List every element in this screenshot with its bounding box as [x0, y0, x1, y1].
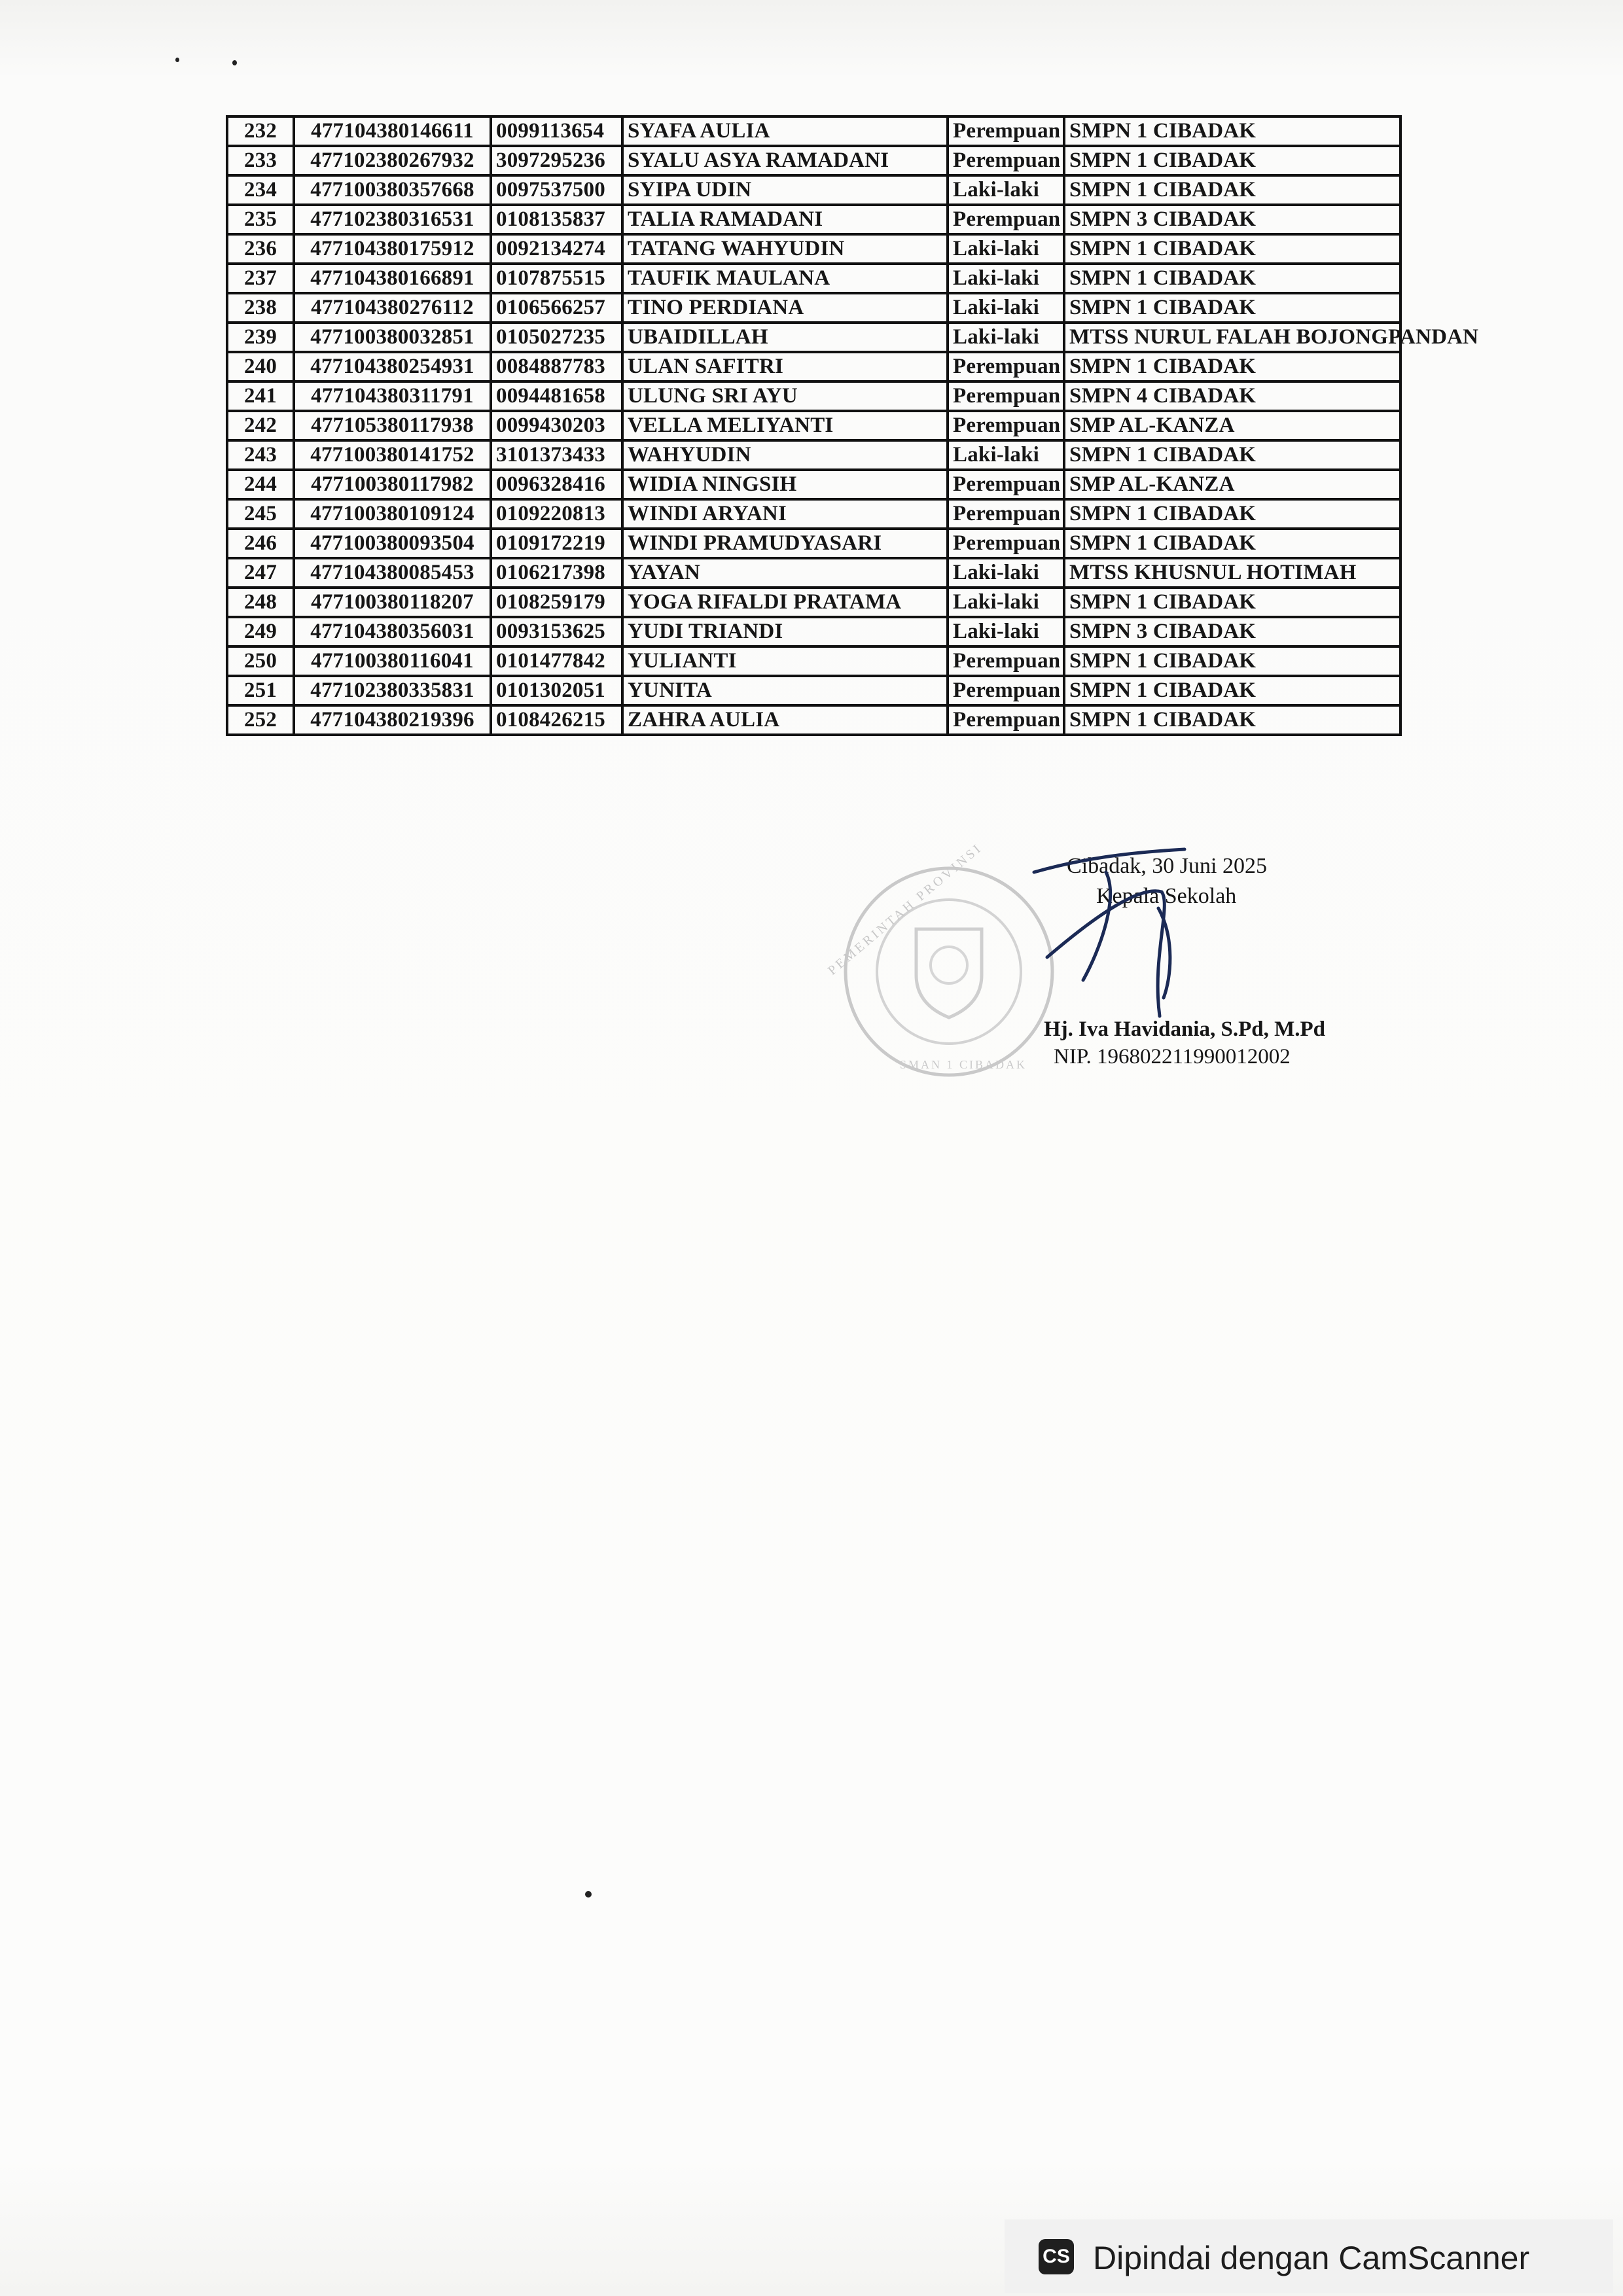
nis-cell: 477100380032851	[294, 323, 491, 352]
nisn-cell: 0097537500	[491, 175, 622, 205]
nis-cell: 477104380085453	[294, 558, 491, 588]
table-row	[227, 205, 1400, 234]
row-number: 234	[227, 175, 294, 205]
nis-cell: 477104380219396	[294, 705, 491, 735]
row-number: 232	[227, 116, 294, 146]
svg-text:SMAN 1 CIBADAK: SMAN 1 CIBADAK	[900, 1058, 1027, 1071]
nis-cell: 477100380109124	[294, 499, 491, 529]
row-number: 240	[227, 352, 294, 381]
row-number: 235	[227, 205, 294, 234]
scan-speck	[585, 1891, 592, 1898]
nis-cell: 477104380276112	[294, 293, 491, 323]
nisn-cell: 0093153625	[491, 617, 622, 646]
table-row	[227, 323, 1400, 352]
origin-school-cell: SMP AL-KANZA	[1064, 411, 1400, 440]
student-list-table	[226, 115, 1479, 736]
camscanner-text: Dipindai dengan CamScanner	[1093, 2240, 1530, 2276]
table-row	[227, 499, 1400, 529]
row-number: 252	[227, 705, 294, 735]
student-name-cell: YAYAN	[622, 558, 948, 588]
nisn-cell: 0109220813	[491, 499, 622, 529]
nisn-cell: 3101373433	[491, 440, 622, 470]
nisn-cell: 0107875515	[491, 264, 622, 293]
row-number: 250	[227, 646, 294, 676]
origin-school-cell: SMPN 1 CIBADAK	[1064, 352, 1400, 381]
origin-school-cell: SMPN 1 CIBADAK	[1064, 116, 1400, 146]
gender-cell: Perempuan	[948, 529, 1064, 558]
student-name-cell: SYALU ASYA RAMADANI	[622, 146, 948, 175]
nis-cell: 477102380267932	[294, 146, 491, 175]
student-name-cell: TINO PERDIANA	[622, 293, 948, 323]
student-name-cell: ULAN SAFITRI	[622, 352, 948, 381]
nisn-cell: 0108426215	[491, 705, 622, 735]
row-number: 251	[227, 676, 294, 705]
gender-cell: Perempuan	[948, 116, 1064, 146]
row-number: 238	[227, 293, 294, 323]
nisn-cell: 0106217398	[491, 558, 622, 588]
gender-cell: Perempuan	[948, 352, 1064, 381]
nis-cell: 477104380254931	[294, 352, 491, 381]
student-name-cell: TALIA RAMADANI	[622, 205, 948, 234]
row-number: 237	[227, 264, 294, 293]
nisn-cell: 0101302051	[491, 676, 622, 705]
student-name-cell: WAHYUDIN	[622, 440, 948, 470]
gender-cell: Perempuan	[948, 499, 1064, 529]
table-row	[227, 352, 1400, 381]
origin-school-cell: SMPN 1 CIBADAK	[1064, 499, 1400, 529]
origin-school-cell: SMPN 1 CIBADAK	[1064, 440, 1400, 470]
origin-school-cell: SMPN 1 CIBADAK	[1064, 646, 1400, 676]
nisn-cell: 3097295236	[491, 146, 622, 175]
signature-role: Kepala Sekolah	[1096, 884, 1237, 908]
row-number: 239	[227, 323, 294, 352]
table-row	[227, 588, 1400, 617]
table-row	[227, 676, 1400, 705]
principal-nip: NIP. 196802211990012002	[1054, 1045, 1291, 1069]
signature-block	[825, 840, 1427, 1129]
nis-cell: 477105380117938	[294, 411, 491, 440]
gender-cell: Laki-laki	[948, 558, 1064, 588]
origin-school-cell: SMPN 1 CIBADAK	[1064, 175, 1400, 205]
origin-school-cell: MTSS KHUSNUL HOTIMAH	[1064, 558, 1400, 588]
row-number: 236	[227, 234, 294, 264]
table-row	[227, 617, 1400, 646]
table-row	[227, 440, 1400, 470]
origin-school-cell: SMPN 1 CIBADAK	[1064, 293, 1400, 323]
nis-cell: 477104380356031	[294, 617, 491, 646]
scan-speck	[232, 60, 237, 65]
gender-cell: Perempuan	[948, 411, 1064, 440]
gender-cell: Perempuan	[948, 646, 1064, 676]
table-row	[227, 529, 1400, 558]
table-row	[227, 234, 1400, 264]
nis-cell: 477104380311791	[294, 381, 491, 411]
nis-cell: 477104380166891	[294, 264, 491, 293]
row-number: 248	[227, 588, 294, 617]
nis-cell: 477100380118207	[294, 588, 491, 617]
table-row	[227, 116, 1400, 146]
nisn-cell: 0109172219	[491, 529, 622, 558]
origin-school-cell: SMPN 1 CIBADAK	[1064, 234, 1400, 264]
origin-school-cell: SMPN 1 CIBADAK	[1064, 705, 1400, 735]
svg-text:PEMERINTAH PROVINSI: PEMERINTAH PROVINSI	[825, 840, 986, 978]
gender-cell: Perempuan	[948, 470, 1064, 499]
camscanner-watermark	[1005, 2219, 1613, 2293]
row-number: 242	[227, 411, 294, 440]
nisn-cell: 0108135837	[491, 205, 622, 234]
origin-school-cell: SMPN 1 CIBADAK	[1064, 264, 1400, 293]
nisn-cell: 0106566257	[491, 293, 622, 323]
gender-cell: Perempuan	[948, 676, 1064, 705]
nisn-cell: 0101477842	[491, 646, 622, 676]
table-row	[227, 705, 1400, 735]
gender-cell: Laki-laki	[948, 323, 1064, 352]
nis-cell: 477102380335831	[294, 676, 491, 705]
principal-name: Hj. Iva Havidania, S.Pd, M.Pd	[1044, 1017, 1325, 1041]
nisn-cell: 0084887783	[491, 352, 622, 381]
gender-cell: Laki-laki	[948, 264, 1064, 293]
nisn-cell: 0092134274	[491, 234, 622, 264]
student-name-cell: SYIPA UDIN	[622, 175, 948, 205]
origin-school-cell: SMP AL-KANZA	[1064, 470, 1400, 499]
table-row	[227, 558, 1400, 588]
origin-school-cell: SMPN 1 CIBADAK	[1064, 529, 1400, 558]
student-name-cell: UBAIDILLAH	[622, 323, 948, 352]
table-row	[227, 293, 1400, 323]
table-row	[227, 470, 1400, 499]
student-name-cell: YOGA RIFALDI PRATAMA	[622, 588, 948, 617]
nis-cell: 477100380093504	[294, 529, 491, 558]
gender-cell: Laki-laki	[948, 588, 1064, 617]
student-name-cell: YUDI TRIANDI	[622, 617, 948, 646]
nisn-cell: 0096328416	[491, 470, 622, 499]
student-rows	[227, 116, 1479, 735]
student-name-cell: YULIANTI	[622, 646, 948, 676]
nisn-cell: 0105027235	[491, 323, 622, 352]
table-row	[227, 411, 1400, 440]
student-name-cell: WINDI PRAMUDYASARI	[622, 529, 948, 558]
row-number: 243	[227, 440, 294, 470]
gender-cell: Perempuan	[948, 146, 1064, 175]
gender-cell: Laki-laki	[948, 617, 1064, 646]
nis-cell: 477102380316531	[294, 205, 491, 234]
nisn-cell: 0094481658	[491, 381, 622, 411]
scan-speck	[175, 58, 179, 62]
nisn-cell: 0108259179	[491, 588, 622, 617]
nis-cell: 477100380117982	[294, 470, 491, 499]
row-number: 244	[227, 470, 294, 499]
origin-school-cell: SMPN 4 CIBADAK	[1064, 381, 1400, 411]
student-name-cell: WINDI ARYANI	[622, 499, 948, 529]
student-name-cell: WIDIA NINGSIH	[622, 470, 948, 499]
nisn-cell: 0099430203	[491, 411, 622, 440]
row-number: 245	[227, 499, 294, 529]
gender-cell: Perempuan	[948, 381, 1064, 411]
gender-cell: Perempuan	[948, 205, 1064, 234]
camscanner-logo-icon: CS	[1039, 2239, 1074, 2274]
nis-cell: 477100380357668	[294, 175, 491, 205]
student-name-cell: TAUFIK MAULANA	[622, 264, 948, 293]
student-name-cell: TATANG WAHYUDIN	[622, 234, 948, 264]
signature-place-date: Cibadak, 30 Juni 2025	[1067, 854, 1267, 878]
row-number: 247	[227, 558, 294, 588]
nis-cell: 477100380116041	[294, 646, 491, 676]
gender-cell: Laki-laki	[948, 175, 1064, 205]
gender-cell: Laki-laki	[948, 440, 1064, 470]
origin-school-cell: SMPN 3 CIBADAK	[1064, 205, 1400, 234]
origin-school-cell: SMPN 1 CIBADAK	[1064, 676, 1400, 705]
table-row	[227, 264, 1400, 293]
nis-cell: 477104380175912	[294, 234, 491, 264]
table-row	[227, 146, 1400, 175]
nis-cell: 477100380141752	[294, 440, 491, 470]
origin-school-cell: SMPN 1 CIBADAK	[1064, 146, 1400, 175]
student-name-cell: ULUNG SRI AYU	[622, 381, 948, 411]
row-number: 249	[227, 617, 294, 646]
student-name-cell: ZAHRA AULIA	[622, 705, 948, 735]
origin-school-cell: SMPN 3 CIBADAK	[1064, 617, 1400, 646]
gender-cell: Perempuan	[948, 705, 1064, 735]
gender-cell: Laki-laki	[948, 234, 1064, 264]
origin-school-cell: SMPN 1 CIBADAK	[1064, 588, 1400, 617]
nis-cell: 477104380146611	[294, 116, 491, 146]
origin-school-cell: MTSS NURUL FALAH BOJONGPANDAN	[1064, 323, 1400, 352]
table-row	[227, 175, 1400, 205]
row-number: 233	[227, 146, 294, 175]
student-name-cell: VELLA MELIYANTI	[622, 411, 948, 440]
student-name-cell: SYAFA AULIA	[622, 116, 948, 146]
nisn-cell: 0099113654	[491, 116, 622, 146]
row-number: 241	[227, 381, 294, 411]
table-row	[227, 381, 1400, 411]
student-name-cell: YUNITA	[622, 676, 948, 705]
row-number: 246	[227, 529, 294, 558]
table-row	[227, 646, 1400, 676]
gender-cell: Laki-laki	[948, 293, 1064, 323]
